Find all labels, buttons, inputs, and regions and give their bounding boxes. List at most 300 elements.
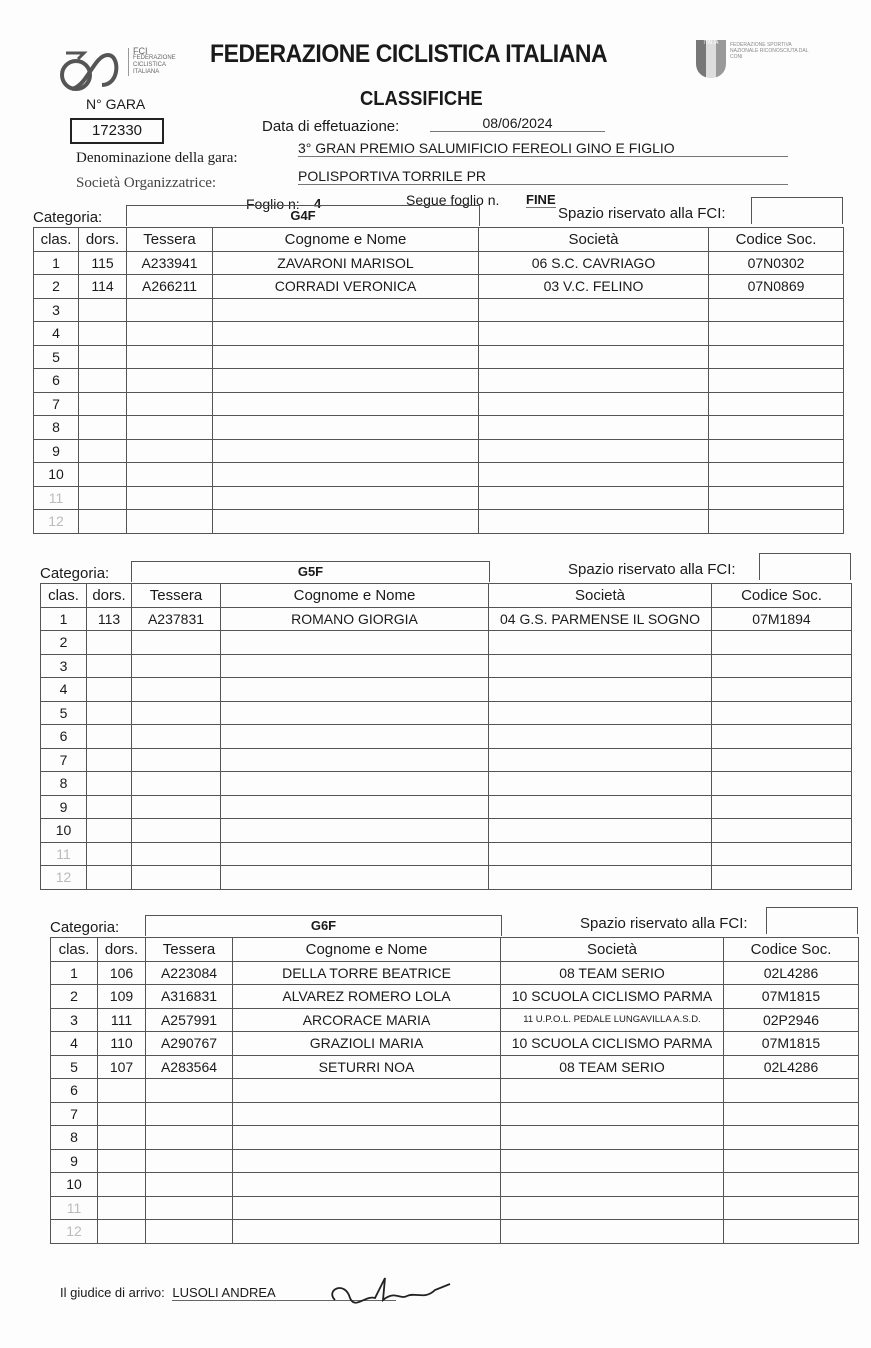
cell-societa xyxy=(479,439,709,463)
table-row xyxy=(34,416,844,440)
cell-clas: 9 xyxy=(41,795,87,819)
fci-logo xyxy=(58,45,126,98)
fci-reserved-box xyxy=(751,197,843,224)
category-value: G6F xyxy=(145,915,502,936)
cell-dors xyxy=(87,795,132,819)
cell-codice xyxy=(712,654,852,678)
cell-name xyxy=(233,1079,501,1103)
cell-clas: 6 xyxy=(41,725,87,749)
table-row xyxy=(51,1196,859,1220)
cell-name xyxy=(221,819,489,843)
cell-name xyxy=(213,369,479,393)
table-row xyxy=(51,961,859,985)
cell-societa xyxy=(479,369,709,393)
cell-clas: 5 xyxy=(41,701,87,725)
column-header-tessera: Tessera xyxy=(127,228,213,252)
cell-societa xyxy=(489,701,712,725)
cell-dors: 106 xyxy=(98,961,146,985)
cell-name xyxy=(221,678,489,702)
cell-tessera xyxy=(132,795,221,819)
cell-tessera xyxy=(146,1220,233,1244)
cell-name xyxy=(221,701,489,725)
cell-societa xyxy=(479,463,709,487)
cell-tessera: A257991 xyxy=(146,1008,233,1032)
cyclist-logo-icon xyxy=(58,45,126,93)
cell-tessera xyxy=(146,1126,233,1150)
cell-tessera xyxy=(132,654,221,678)
cell-name xyxy=(221,772,489,796)
column-header-name: Cognome e Nome xyxy=(213,228,479,252)
cell-societa xyxy=(479,298,709,322)
table-row xyxy=(41,842,852,866)
cell-societa xyxy=(501,1126,724,1150)
cell-dors xyxy=(79,322,127,346)
cell-name xyxy=(233,1220,501,1244)
cell-dors xyxy=(79,345,127,369)
cell-societa xyxy=(489,678,712,702)
cell-dors xyxy=(98,1173,146,1197)
cell-name xyxy=(213,510,479,534)
table-row xyxy=(41,772,852,796)
cell-clas: 6 xyxy=(34,369,79,393)
cell-dors: 110 xyxy=(98,1032,146,1056)
cell-name: CORRADI VERONICA xyxy=(213,275,479,299)
cell-clas: 10 xyxy=(41,819,87,843)
cell-tessera xyxy=(127,439,213,463)
cell-dors xyxy=(79,486,127,510)
table-row xyxy=(34,463,844,487)
cell-societa: 04 G.S. PARMENSE IL SOGNO xyxy=(489,607,712,631)
cell-tessera xyxy=(132,866,221,890)
cell-societa xyxy=(479,322,709,346)
org-label: Società Organizzatrice: xyxy=(76,175,217,191)
cell-dors xyxy=(98,1126,146,1150)
cell-codice xyxy=(712,819,852,843)
table-row xyxy=(51,1220,859,1244)
cell-clas: 4 xyxy=(41,678,87,702)
cell-codice xyxy=(709,298,844,322)
cell-codice: 02L4286 xyxy=(724,961,859,985)
cell-tessera xyxy=(146,1149,233,1173)
table-row xyxy=(34,486,844,510)
cell-codice xyxy=(709,392,844,416)
sheet-number: 4 xyxy=(314,196,322,211)
cell-codice xyxy=(709,322,844,346)
cell-dors xyxy=(87,725,132,749)
cell-dors xyxy=(79,369,127,393)
cell-dors xyxy=(79,416,127,440)
signature-image xyxy=(325,1270,465,1310)
cell-societa xyxy=(501,1196,724,1220)
cell-codice xyxy=(712,866,852,890)
table-row xyxy=(51,1102,859,1126)
cell-tessera xyxy=(127,392,213,416)
cell-dors xyxy=(98,1102,146,1126)
table-header xyxy=(41,584,852,608)
race-name: 3° GRAN PREMIO SALUMIFICIO FEREOLI GINO E FIGLIO xyxy=(298,140,788,157)
cell-clas: 7 xyxy=(51,1102,98,1126)
table-row xyxy=(41,701,852,725)
cell-societa: 11 U.P.O.L. PEDALE LUNGAVILLA A.S.D. xyxy=(501,1008,724,1032)
cell-societa xyxy=(479,345,709,369)
cell-tessera xyxy=(127,510,213,534)
cell-tessera xyxy=(127,369,213,393)
cell-dors xyxy=(79,510,127,534)
cell-clas: 6 xyxy=(51,1079,98,1103)
column-header-societa: Società xyxy=(479,228,709,252)
table-header xyxy=(51,938,859,962)
cell-name xyxy=(221,654,489,678)
cell-societa: 08 TEAM SERIO xyxy=(501,1055,724,1079)
cell-societa xyxy=(501,1220,724,1244)
cell-name xyxy=(213,392,479,416)
cell-dors xyxy=(79,392,127,416)
cell-codice: 07M1815 xyxy=(724,985,859,1009)
category-value: G4F xyxy=(126,205,480,226)
cell-clas: 8 xyxy=(51,1126,98,1150)
cell-name xyxy=(221,631,489,655)
results-table xyxy=(33,227,844,534)
cell-codice: 07N0302 xyxy=(709,251,844,275)
cell-name xyxy=(221,842,489,866)
fci-reserved-box xyxy=(759,553,851,580)
cell-name: SETURRI NOA xyxy=(233,1055,501,1079)
category-label: Categoria: xyxy=(50,919,120,936)
cell-codice xyxy=(709,416,844,440)
table-row xyxy=(41,795,852,819)
cell-clas: 3 xyxy=(51,1008,98,1032)
cell-tessera: A290767 xyxy=(146,1032,233,1056)
page-subtitle: CLASSIFICHE xyxy=(360,88,483,110)
table-row xyxy=(34,392,844,416)
cell-clas: 11 xyxy=(41,842,87,866)
cell-tessera: A283564 xyxy=(146,1055,233,1079)
table-row xyxy=(34,439,844,463)
category-section-g6f xyxy=(50,915,858,1244)
table-row xyxy=(41,631,852,655)
cell-societa xyxy=(479,510,709,534)
cell-clas: 9 xyxy=(51,1149,98,1173)
cell-dors xyxy=(98,1220,146,1244)
cell-clas: 9 xyxy=(34,439,79,463)
cell-codice xyxy=(724,1126,859,1150)
cell-societa xyxy=(501,1102,724,1126)
table-row xyxy=(41,748,852,772)
cell-tessera xyxy=(146,1102,233,1126)
category-row xyxy=(50,915,858,937)
column-header-clas: clas. xyxy=(34,228,79,252)
cell-name xyxy=(221,748,489,772)
judge-name: LUSOLI ANDREA xyxy=(172,1285,395,1301)
cell-tessera xyxy=(132,701,221,725)
cell-codice: 07N0869 xyxy=(709,275,844,299)
cell-tessera xyxy=(132,842,221,866)
cell-codice xyxy=(712,678,852,702)
cell-codice: 07M1815 xyxy=(724,1032,859,1056)
cell-name: ALVAREZ ROMERO LOLA xyxy=(233,985,501,1009)
cell-tessera xyxy=(127,345,213,369)
coni-logo xyxy=(696,40,726,78)
cell-clas: 2 xyxy=(51,985,98,1009)
column-header-codice: Codice Soc. xyxy=(724,938,859,962)
column-header-codice: Codice Soc. xyxy=(709,228,844,252)
coni-caption: FEDERAZIONE SPORTIVA NAZIONALE RICONOSCIUTA DAL CONI xyxy=(730,42,809,60)
cell-tessera xyxy=(146,1196,233,1220)
category-label: Categoria: xyxy=(40,565,110,582)
category-row xyxy=(33,205,843,227)
cell-name xyxy=(233,1126,501,1150)
table-row xyxy=(34,275,844,299)
cell-clas: 1 xyxy=(34,251,79,275)
cell-codice xyxy=(724,1149,859,1173)
cell-name xyxy=(233,1196,501,1220)
cell-societa xyxy=(501,1173,724,1197)
column-header-clas: clas. xyxy=(51,938,98,962)
column-header-tessera: Tessera xyxy=(132,584,221,608)
logo-text: FEDERAZIONE xyxy=(133,55,176,61)
cell-codice xyxy=(712,631,852,655)
cell-societa xyxy=(501,1079,724,1103)
logo-text: CICLISTICA xyxy=(133,62,167,68)
table-row xyxy=(34,510,844,534)
cell-tessera: A233941 xyxy=(127,251,213,275)
cell-societa xyxy=(489,725,712,749)
table-row xyxy=(41,819,852,843)
cell-clas: 8 xyxy=(41,772,87,796)
table-row xyxy=(41,654,852,678)
next-sheet-label: Segue foglio n. xyxy=(406,192,500,208)
column-header-codice: Codice Soc. xyxy=(712,584,852,608)
cell-codice xyxy=(709,345,844,369)
table-row xyxy=(34,369,844,393)
cell-tessera xyxy=(127,486,213,510)
org-name: POLISPORTIVA TORRILE PR xyxy=(298,168,788,185)
table-row xyxy=(51,1032,859,1056)
cell-name xyxy=(213,322,479,346)
cell-name: GRAZIOLI MARIA xyxy=(233,1032,501,1056)
results-table xyxy=(40,583,852,890)
cell-clas: 5 xyxy=(34,345,79,369)
cell-societa xyxy=(489,866,712,890)
cell-dors xyxy=(79,298,127,322)
cell-codice xyxy=(724,1079,859,1103)
category-label: Categoria: xyxy=(33,209,103,226)
cell-name xyxy=(221,725,489,749)
cell-societa xyxy=(489,772,712,796)
cell-clas: 11 xyxy=(51,1196,98,1220)
cell-codice: 02L4286 xyxy=(724,1055,859,1079)
category-section-g5f xyxy=(40,561,851,890)
cell-dors xyxy=(87,678,132,702)
table-row xyxy=(51,1055,859,1079)
cell-dors xyxy=(87,772,132,796)
cell-name xyxy=(213,416,479,440)
cell-codice xyxy=(709,510,844,534)
column-header-name: Cognome e Nome xyxy=(233,938,501,962)
table-row xyxy=(51,985,859,1009)
cell-codice: 02P2946 xyxy=(724,1008,859,1032)
cell-name: ROMANO GIORGIA xyxy=(221,607,489,631)
cell-clas: 7 xyxy=(34,392,79,416)
cell-societa xyxy=(501,1149,724,1173)
cell-name: DELLA TORRE BEATRICE xyxy=(233,961,501,985)
cell-tessera xyxy=(132,772,221,796)
cell-societa xyxy=(479,392,709,416)
cell-dors xyxy=(98,1149,146,1173)
table-row xyxy=(34,251,844,275)
column-header-dors: dors. xyxy=(98,938,146,962)
cell-dors xyxy=(87,701,132,725)
cell-dors: 114 xyxy=(79,275,127,299)
cell-codice xyxy=(709,439,844,463)
cell-tessera: A237831 xyxy=(132,607,221,631)
table-row xyxy=(34,322,844,346)
table-row xyxy=(34,345,844,369)
cell-societa: 10 SCUOLA CICLISMO PARMA xyxy=(501,985,724,1009)
cell-dors xyxy=(87,654,132,678)
table-row xyxy=(51,1079,859,1103)
cell-tessera xyxy=(127,322,213,346)
judge-label: Il giudice di arrivo: xyxy=(60,1285,165,1300)
cell-codice xyxy=(724,1173,859,1197)
fci-reserved-box xyxy=(766,907,858,934)
cell-dors xyxy=(79,463,127,487)
page-title: FEDERAZIONE CICLISTICA ITALIANA xyxy=(210,40,608,68)
cell-tessera xyxy=(146,1079,233,1103)
cell-tessera xyxy=(132,748,221,772)
cell-societa: 06 S.C. CAVRIAGO xyxy=(479,251,709,275)
cell-dors: 115 xyxy=(79,251,127,275)
table-row xyxy=(34,298,844,322)
cell-dors xyxy=(98,1079,146,1103)
cell-codice xyxy=(712,748,852,772)
date-value: 08/06/2024 xyxy=(430,115,605,132)
cell-tessera xyxy=(127,298,213,322)
cell-clas: 3 xyxy=(34,298,79,322)
table-row xyxy=(41,866,852,890)
cell-clas: 8 xyxy=(34,416,79,440)
table-header xyxy=(34,228,844,252)
cell-societa xyxy=(489,819,712,843)
cell-dors xyxy=(87,819,132,843)
cell-name xyxy=(221,866,489,890)
cell-clas: 2 xyxy=(41,631,87,655)
fci-reserved-label: Spazio riservato alla FCI: xyxy=(568,561,736,578)
cell-dors xyxy=(98,1196,146,1220)
cell-clas: 5 xyxy=(51,1055,98,1079)
cell-dors: 109 xyxy=(98,985,146,1009)
cell-codice xyxy=(712,701,852,725)
cell-societa xyxy=(479,416,709,440)
category-section-g4f xyxy=(33,205,843,534)
cell-name xyxy=(233,1173,501,1197)
cell-societa xyxy=(489,842,712,866)
fci-logo-text xyxy=(128,48,176,76)
table-row xyxy=(51,1149,859,1173)
cell-clas: 2 xyxy=(34,275,79,299)
cell-dors: 107 xyxy=(98,1055,146,1079)
cell-tessera xyxy=(132,678,221,702)
cell-dors: 113 xyxy=(87,607,132,631)
cell-tessera xyxy=(132,725,221,749)
table-row xyxy=(41,725,852,749)
cell-clas: 3 xyxy=(41,654,87,678)
cell-tessera xyxy=(127,416,213,440)
table-row xyxy=(41,607,852,631)
logo-text: FCI xyxy=(133,46,148,56)
column-header-name: Cognome e Nome xyxy=(221,584,489,608)
fci-reserved-label: Spazio riservato alla FCI: xyxy=(580,915,748,932)
cell-name xyxy=(213,486,479,510)
column-header-tessera: Tessera xyxy=(146,938,233,962)
cell-dors xyxy=(87,866,132,890)
cell-codice xyxy=(709,486,844,510)
cell-codice xyxy=(724,1196,859,1220)
cell-tessera xyxy=(146,1173,233,1197)
sheet-label: Foglio n: xyxy=(246,196,300,212)
column-header-dors: dors. xyxy=(87,584,132,608)
race-label: Denominazione della gara: xyxy=(76,150,238,166)
cell-societa xyxy=(479,486,709,510)
cell-name xyxy=(213,463,479,487)
cell-codice xyxy=(709,463,844,487)
column-header-societa: Società xyxy=(501,938,724,962)
cell-clas: 4 xyxy=(51,1032,98,1056)
table-row xyxy=(51,1173,859,1197)
cell-name xyxy=(213,439,479,463)
cell-societa xyxy=(489,631,712,655)
coni-text: ITALIA xyxy=(703,40,719,46)
cell-name xyxy=(233,1149,501,1173)
cell-dors xyxy=(87,842,132,866)
cell-clas: 10 xyxy=(34,463,79,487)
results-table xyxy=(50,937,859,1244)
cell-codice xyxy=(712,795,852,819)
cell-dors xyxy=(79,439,127,463)
gara-number: 172330 xyxy=(70,118,164,144)
cell-clas: 12 xyxy=(51,1220,98,1244)
cell-dors xyxy=(87,748,132,772)
cell-name: ZAVARONI MARISOL xyxy=(213,251,479,275)
cell-societa xyxy=(489,654,712,678)
cell-dors xyxy=(87,631,132,655)
cell-name xyxy=(221,795,489,819)
cell-tessera: A316831 xyxy=(146,985,233,1009)
cell-codice xyxy=(724,1220,859,1244)
cell-name xyxy=(213,298,479,322)
cell-codice xyxy=(712,725,852,749)
cell-tessera xyxy=(132,819,221,843)
cell-societa xyxy=(489,795,712,819)
fci-reserved-label: Spazio riservato alla FCI: xyxy=(558,205,726,222)
cell-dors: 111 xyxy=(98,1008,146,1032)
cell-tessera xyxy=(132,631,221,655)
cell-clas: 12 xyxy=(41,866,87,890)
category-row xyxy=(40,561,851,583)
cell-clas: 1 xyxy=(41,607,87,631)
cell-codice: 07M1894 xyxy=(712,607,852,631)
cell-tessera: A266211 xyxy=(127,275,213,299)
cell-codice xyxy=(724,1102,859,1126)
date-label: Data di effetuazione: xyxy=(262,118,400,135)
column-header-societa: Società xyxy=(489,584,712,608)
cell-societa xyxy=(489,748,712,772)
cell-clas: 11 xyxy=(34,486,79,510)
gara-label: N° GARA xyxy=(86,96,146,112)
cell-name xyxy=(233,1102,501,1126)
cell-clas: 1 xyxy=(51,961,98,985)
cell-societa: 08 TEAM SERIO xyxy=(501,961,724,985)
